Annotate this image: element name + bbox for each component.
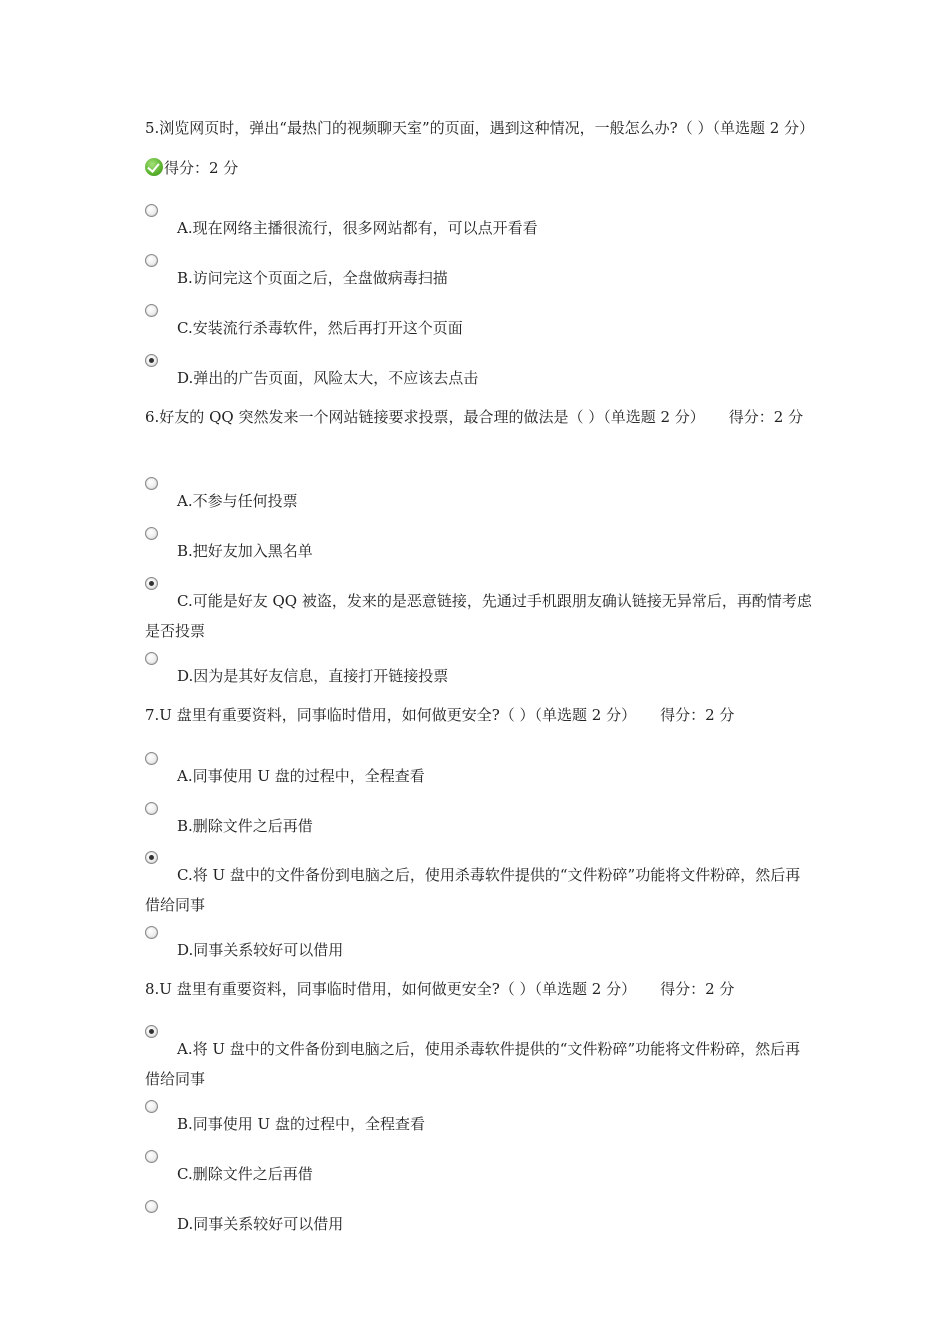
- question-stem: 7.U 盘里有重要资料，同事临时借用，如何做更安全?（ ）（单选题 2 分）: [145, 706, 637, 724]
- option-label: A.将 U 盘中的文件备份到电脑之后，使用杀毒软件提供的“文件粉碎”功能将文件粉碎，然后再借给同事: [145, 1040, 801, 1088]
- option-label: B.删除文件之后再借: [177, 817, 313, 835]
- option-label: B.把好友加入黑名单: [177, 542, 313, 560]
- radio-button[interactable]: [145, 477, 158, 490]
- option-label: C.将 U 盘中的文件备份到电脑之后，使用杀毒软件提供的“文件粉碎”功能将文件粉碎，然后再借给同事: [145, 866, 801, 914]
- option-label: C.可能是好友 QQ 被盗，发来的是恶意链接，先通过手机跟朋友确认链接无异常后，再酌情考虑是否投票: [145, 592, 812, 640]
- option-label: A.同事使用 U 盘的过程中，全程查看: [177, 767, 425, 785]
- question-5: [145, 108, 815, 188]
- radio-button[interactable]: [145, 527, 158, 540]
- option-label: A.现在网络主播很流行，很多网站都有，可以点开看看: [177, 219, 538, 237]
- question-score: 得分：2 分: [728, 408, 804, 426]
- radio-button[interactable]: [145, 802, 158, 815]
- radio-button[interactable]: [145, 1150, 158, 1163]
- option-label: D.弹出的广告页面，风险太大，不应该去点击: [177, 369, 479, 387]
- option-label: C.安装流行杀毒软件，然后再打开这个页面: [177, 319, 463, 337]
- question-score: 得分：2 分: [660, 706, 735, 724]
- radio-button[interactable]: [145, 652, 158, 665]
- question-8: [145, 969, 815, 1009]
- question-score: 得分：2 分: [164, 159, 239, 177]
- radio-button[interactable]: [145, 752, 158, 765]
- question-stem: 8.U 盘里有重要资料，同事临时借用，如何做更安全?（ ）（单选题 2 分）: [145, 980, 637, 998]
- option-label: D.因为是其好友信息，直接打开链接投票: [177, 667, 449, 685]
- radio-button[interactable]: [145, 1200, 158, 1213]
- check-circle-icon: [145, 158, 163, 176]
- option-label: B.访问完这个页面之后，全盘做病毒扫描: [177, 269, 448, 287]
- option-label: D.同事关系较好可以借用: [177, 941, 344, 959]
- question-stem: 6.好友的 QQ 突然发来一个网站链接要求投票，最合理的做法是（ ）（单选题 2 分）: [145, 408, 705, 426]
- option-label: C.删除文件之后再借: [177, 1165, 313, 1183]
- radio-button[interactable]: [145, 304, 158, 317]
- option-label: B.同事使用 U 盘的过程中，全程查看: [177, 1115, 425, 1133]
- option-label: D.同事关系较好可以借用: [177, 1215, 344, 1233]
- radio-button[interactable]: [145, 204, 158, 217]
- radio-button-selected[interactable]: [145, 354, 158, 367]
- question-score: 得分：2 分: [660, 980, 735, 998]
- question-7: [145, 695, 815, 735]
- question-6: [145, 397, 815, 437]
- question-stem: 5.浏览网页时，弹出“最热门的视频聊天室”的页面，遇到这种情况，一般怎么办?（ ）（单选题 2 分）: [145, 119, 815, 137]
- radio-button[interactable]: [145, 254, 158, 267]
- radio-button[interactable]: [145, 926, 158, 939]
- radio-button[interactable]: [145, 1100, 158, 1113]
- option-label: A.不参与任何投票: [177, 492, 298, 510]
